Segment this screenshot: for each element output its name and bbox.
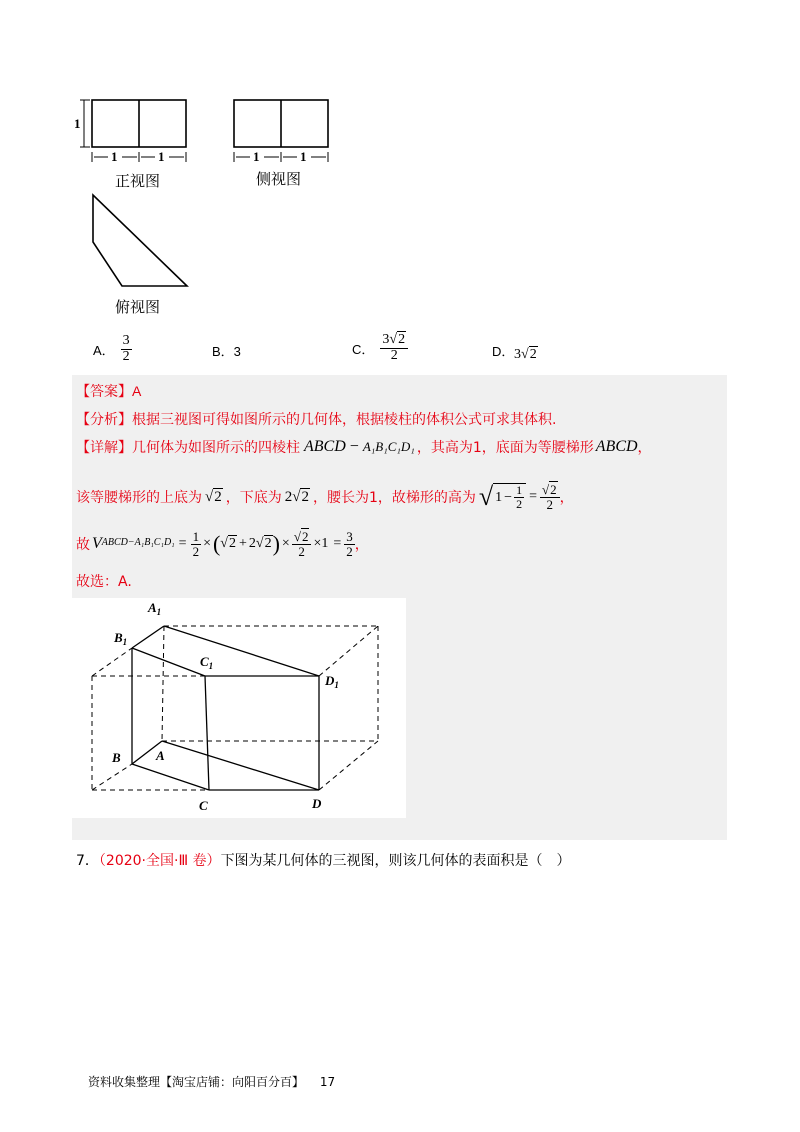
question-source: （2020·全国·Ⅲ 卷） [98,853,221,869]
volume-line [76,522,369,566]
top-view-trapezoid [93,195,187,286]
option-c-coef: 3 [382,331,390,347]
vol-end: ， [354,537,369,553]
detail-line-1 [76,437,652,457]
dim-front-left: 1 [111,149,118,164]
volume-formula: V ABCD−A₁B₁C₁D₁ = $\frac{1}{2}$ × ( √2 + 2 √2 ) × $\frac{√2}{2}$ ×1 = $\frac{3}{2}$ [92,528,353,559]
detail-end: ， [637,440,652,456]
line2-text2: ，下底为 [225,490,282,506]
detail-tag: 【详解】 [76,440,132,456]
dim-front-right: 1 [158,149,165,164]
question-text: 下图为某几何体的三视图，则该几何体的表面积是（ ） [220,853,571,869]
side-view-caption: 侧视图 [256,170,302,188]
detail-text1: 几何体为如图所示的四棱柱 [132,440,300,456]
option-c-radicand: 2 [398,331,406,347]
option-d[interactable] [492,341,514,360]
option-c-fraction: $\frac{3√2}{2}$ [380,333,408,363]
option-a-fraction [121,334,132,364]
edge-b-c [132,764,209,790]
base-name: ABCD [595,438,638,455]
dim-side-left: 1 [253,149,260,164]
label-b1: $B_1$ [114,630,128,647]
option-b-label: B． [212,344,234,359]
option-a-label: A． [93,342,115,358]
question-7 [76,850,571,870]
label-a: A [156,748,165,763]
front-view-caption: 正视图 [115,172,161,190]
top-view-caption: 俯视图 [115,298,161,316]
answer-tag: 【答案】 [76,384,132,400]
analysis-line [76,409,556,429]
option-a-numerator: 3 [122,332,130,348]
question-number: 7． [76,853,99,869]
label-c1: $C_1$ [200,654,214,671]
prism-name: ABCD − A₁B₁C₁D₁ [304,438,415,455]
upper-base: √2 [205,488,222,505]
footer-text: 资料收集整理【淘宝店铺：向阳百分百】 [88,1075,305,1089]
answer-line [76,381,141,401]
option-c[interactable] [352,328,408,368]
lower-base: 2√2 [284,488,309,505]
option-b[interactable] [212,341,241,360]
line2-text3: ，腰长为1，故梯形的高为 [312,490,476,506]
detail-text2: ，其高为1，底面为等腰梯形 [416,440,594,456]
option-a-denominator: 2 [122,348,130,364]
dim-side-right: 1 [300,149,307,164]
option-b-value: 3 [233,344,241,359]
label-c: C [199,798,208,813]
page-number: 17 [319,1075,336,1089]
page-footer [88,1073,335,1090]
line2-text1: 该等腰梯形的上底为 [76,490,202,506]
height-formula: √ 1 − $\frac{1}{2}$ = $\frac{√2}{2}$ [479,483,560,511]
answer-value: A [132,383,142,399]
label-d1: $D_1$ [325,673,339,690]
analysis-tag: 【分析】 [76,412,132,428]
detail-line-2 [76,477,574,517]
edge-b1-a1 [132,626,164,648]
top-view [85,190,195,290]
edge-c1-c [205,676,209,790]
dim-height-label: 1 [74,116,81,131]
prism-figure [72,598,406,818]
option-d-label: D． [492,344,515,359]
option-c-denominator: 2 [390,347,398,363]
analysis-text: 根据三视图可得如图所示的几何体，根据棱柱的体积公式可求其体积. [132,412,557,428]
vol-prefix: 故 [76,537,90,553]
edge-b1-c1 [132,648,205,676]
label-b: B [112,750,121,765]
three-view-front-side [70,92,330,172]
option-d-value: 3√2 [514,347,537,362]
label-d: D [312,796,322,811]
label-a1: $A_1$ [148,600,162,617]
choice-text: 故选：A. [76,574,132,590]
option-a[interactable] [93,332,132,366]
line2-end: ， [559,490,574,506]
choice-line [76,571,132,591]
prism-svg [72,598,406,818]
option-c-label: C． [352,341,375,357]
